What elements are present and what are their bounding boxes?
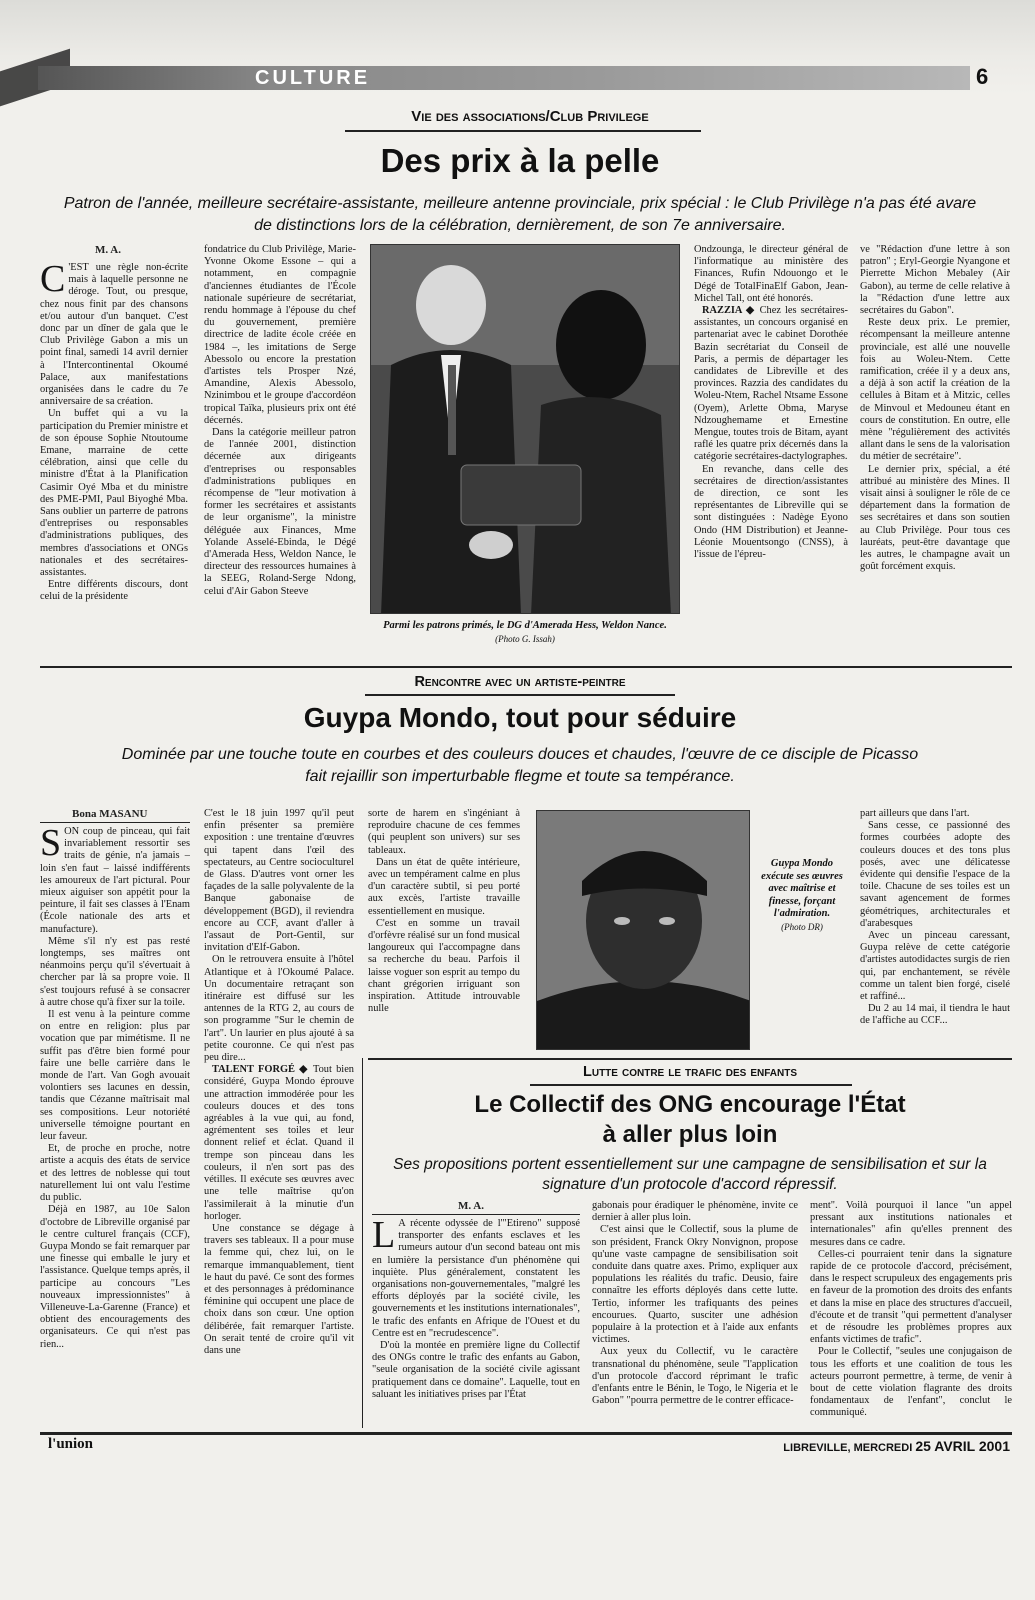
article3-column-2 (592, 1200, 798, 1428)
article1-col2-p1: fondatrice du Club Privilège, Marie-Yvonne Okome Essone – qui a notamment, en compagnie d'anciennes étudiantes de l'École nationale supérieure de secrétariat, rendu hommage à l'épouse du chef du gouvernement, première directrice de ladite école créée en 1984 –, les imitations de Serge Abessolo ou encore la prestation d'artistes tels Prosper Nzé, Amandine, Alexis Abessolo, Nzinimbou et le groupe d'accordéon tropical Taïka, plusieurs prix ont été décernés. (204, 244, 356, 426)
article2-column-3 (368, 808, 520, 1052)
article3-col3-p3: Pour le Collectif, "seules une conjugaison de tous les efforts et une coalition de tous les acteurs pourront permettre, à terme, de venir à bout de cette violation flagrante des droits fondamentaux de l'enfant", conclut le communiqué. (810, 1346, 1012, 1419)
article2-photo-credit: (Photo DR) (781, 921, 823, 932)
article1-column-1 (40, 262, 188, 662)
article1-caption-text: Parmi les patrons primés, le DG d'Amerada Hess, Weldon Nance. (383, 620, 667, 631)
article1-title: Des prix à la pelle (380, 142, 660, 179)
article2-deck: Dominée par une touche toute en courbes et des couleurs douces et chaudes, l'œuvre de ce disciple de Picasso fait rejaillir son imperturbable flegme et toute sa tempérance. (121, 746, 919, 785)
article3-byline: M. A. (458, 1200, 484, 1212)
article1-kicker-rule (345, 130, 701, 132)
section-label: CULTURE (255, 67, 371, 89)
article2-column-2 (204, 808, 354, 1428)
article1-photo-caption (372, 620, 678, 646)
article1-byline: M. A. (95, 244, 121, 256)
article2-byline-rule (40, 822, 190, 823)
article2-photo (536, 810, 750, 1050)
article2-kicker: Rencontre avec un artiste-peintre (414, 674, 626, 690)
article2-col3-p2: Dans un état de quête intérieure, avec un tempérament calme en plus d'un caractère subtil, si peu porté aux excès, l'artiste travaille essentiellement en musique. (368, 856, 520, 917)
article3-byline-rule (372, 1214, 580, 1215)
article2-col1-p5: Déjà en 1987, au 10e Salon d'octobre de Libreville organisé par le centre culturel français (CCF), Guypa Mondo se fait remarquer par une finesse qui emballe le jury et l'assistance. Quelque temps après, il participe au concours "Les nouveaux impressionnistes" à Villeneuve-La-Garenne (France) et obtient des encouragements des organisateurs. Ce qui n'est pas rien... (40, 1204, 190, 1350)
article2-col3-p1: sorte de harem en s'ingéniant à reproduire chacune de ces femmes (qui peuplent son univers) sur ses tableaux. (368, 808, 520, 856)
footer-dateline (760, 1438, 1010, 1454)
article1-column-2 (204, 244, 356, 662)
article1-col3-p2: Chez les secrétaires-assistantes, un concours organisé en partenariat avec le cabinet Dorothée Bazin secrétariat du Conseil de Paris, a permis de départager les candidates de Libreville et des provinces. Razzia des candidates du Woleu-Ntem, Rachel Ntsame Essone (Oyem), Arlette Obma, Maryse Ndzoughemame et Ernestine Mengue, toutes trois de Bitam, ayant raflé les quatre prix décernés dans la catégorie secrétaires-dactylographes. (694, 305, 848, 463)
article3-col1-p1: A récente odyssée de l'"Etireno" supposé transporter des enfants esclaves et les rumeurs autour d'un second bateau ont mis en lumière la persistance d'un phénomène qui inquiète. Plus généralement, constatent les organisations non-gouvernementales, "malgré les efforts déployés par la société civile, les gouvernements et les institutions internationales", le trafic des enfants en Afrique de l'Ouest et du Centre est en "recrudescence". (372, 1218, 580, 1339)
article2-title: Guypa Mondo, tout pour séduire (303, 702, 737, 733)
article3-kicker: Lutte contre le trafic des enfants (583, 1064, 797, 1080)
article2-col4-p4: Du 2 au 14 mai, il tiendra le haut de l'affiche au CCF... (860, 1003, 1010, 1027)
article2-col1-p4: Et, de proche en proche, notre artiste a acquis des états de service et des lettres de noblesse qui tout naturellement lui ont valu l'estime du public. (40, 1143, 190, 1204)
photo-portrait-illustration (537, 811, 750, 1050)
divider-vertical (362, 1058, 363, 1428)
article1-col4-p1: ve "Rédaction d'une lettre à son patron" ; Eryl-Georgie Nyangone et Pierrette Michon Mebaley (Air Gabon), au terme de celle relative à la "Rédaction d'une lettre aux secrétaires du Gabon". (860, 244, 1010, 317)
article1-col3-p3: En revanche, dans celle des secrétaires de direction/assistantes de direction, ce sont les représentantes de Libreville qui se sont distinguées : Nadège Eyono Ondo (HM Distribution) et Jeanne-Léonie Mouentsongo (CNSS), à l'issue de l'épreu- (694, 463, 848, 561)
footer-dateline-prefix: LIBREVILLE, MERCREDI (783, 1442, 913, 1454)
article3-title-line2: à aller plus loin (602, 1121, 778, 1148)
photo-people-illustration (371, 245, 680, 614)
article1-column-3 (694, 244, 848, 662)
divider-article1 (40, 666, 1012, 668)
article2-caption-text: Guypa Mondo exécute ses œuvres avec maîtrise et finesse, forçant l'admiration. (761, 858, 843, 919)
article1-dropcap: C (40, 262, 66, 300)
footer-dateline-date: 25 AVRIL 2001 (915, 1438, 1010, 1454)
article2-col1-p3: Il est venu à la peinture comme on entre en religion: plus par vocation que par mimétisme. Il ne suffit pas d'être bien formé pour faire une belle carrière dans le monde de l'art. Van Gogh avouait volontiers ses lacunes en dessin, tandis que Cézanne maîtrisait mal ses compositions. Leur notoriété universelle témoigne pourtant en leur faveur. (40, 1009, 190, 1143)
article1-col2-p2: Dans la catégorie meilleur patron de l'année 2001, distinction décernée aux dirigeants d'entreprises ou responsables d'administrations publiques en récompense de "leur motivation à former les secrétaires et assistants de leur organisme", la ministre déléguée aux Finances, Mme Yolande Asselé-Ebinda, le Dégé d'Amerada Hess, Weldon Nance, le directeur des ressources humaines à la SEEG, Roland-Serge Ndong, celui d'Air Gabon Steeve (204, 427, 356, 597)
article3-title-line1: Le Collectif des ONG encourage l'État (474, 1091, 906, 1118)
article3-col3-p2: Celles-ci pourraient tenir dans la signature rapide de ce protocole d'accord, précisément, dans le respect scrupuleux des engagements pris en faveur de la promotion des droits des enfants et dans la mise en place des structures d'accueil, d'écoute et de transit "qui permettent d'analyser et de résoudre les problèmes propres aux enfants victimes de trafic". (810, 1248, 1012, 1346)
article1-col3-p1: Ondzounga, le directeur général de l'informatique au ministère des Finances, Rufin Ndouongo et le Dégé de TotalFinaElf Gabon, Jean-Michel Tall, ont été honorés. (694, 244, 848, 304)
article2-kicker-rule (365, 694, 675, 696)
footer-masthead: l'union (48, 1436, 94, 1452)
section-banner (38, 66, 970, 90)
article3-col2-p3: Aux yeux du Collectif, vu le caractère transnational du phénomène, seule "l'application d'un protocole d'accord réprimant le trafic d'enfants entre le Bénin, le Togo, le Nigeria et le Gabon" "pourra permettre de le contrer efficace- (592, 1346, 798, 1407)
article2-col2-p3: Tout bien considéré, Guypa Mondo éprouve une attraction immodérée pour les couleurs douces et des tons agréables à la vue qui, au fond, agrémentent ses toiles et leur donnent relief et éclat. Quand il trempe son pinceau dans les couleurs, il n'en sort pas des vétilles. Il exécute ses œuvres avec une telle maîtrise qu'on l'assimilerait à la minutie d'un horloger. (204, 1064, 354, 1222)
article1-kicker: Vie des associations/Club Privilege (411, 108, 649, 125)
article3-col2-p2: C'est ainsi que le Collectif, sous la plume de son président, Franck Okry Nonvignon, propose qu'une vaste campagne de sensibilisation soit conduite dans quatre axes. Primo, expliquer aux populations les réalités du trafic. Deusio, faire connaître les efforts déployés dans cette lutte. Tertio, informer les trafiquants des peines encourues. Quarto, susciter une adhésion populaire à la protection et à l'aide aux enfants victimes. (592, 1224, 798, 1346)
article2-dropcap: S (40, 826, 62, 864)
divider-article2 (368, 1058, 1012, 1060)
article3-kicker-rule (530, 1084, 852, 1086)
article2-col2-p2: On le retrouvera ensuite à l'hôtel Atlantique et à l'Okoumé Palace. Un documentaire retraçant son itinéraire est diffusé sur les antennes de la RTG 2, au cours de son programme "Sur le chemin de l'art". Un laurier en plus ajouté à sa petite couronne. Ce qui n'est pas peu dire... (204, 954, 354, 1064)
article1-col3-lead: RAZZIA ◆ (702, 305, 756, 317)
article1-col1-p1: 'EST une règle non-écrite mais à laquelle personne ne déroge. Tout, ou presque, chez nous finit par des chansons et/ou autour d'un banquet. C'est donc par un dîner de gala que le Club Privilège Gabon a mis un point final, samedi 14 avril dernier à l'Intercontinental Okoumé Palace, aux manifestations organisées dans le cadre du 7e anniversaire de sa création. (40, 262, 188, 408)
article2-col4-p1: part ailleurs que dans l'art. (860, 808, 970, 819)
article1-photo-credit: (Photo G. Issah) (495, 633, 555, 644)
article3-column-1 (372, 1218, 580, 1428)
article2-column-4 (860, 808, 1010, 1052)
article1-column-4 (860, 244, 1010, 662)
article2-col2-p4: Une constance se dégage à travers ses tableaux. Il a pour muse la femme qui, chez lui, on le remarque immanquablement, tient le haut du pavé. Ce sont des formes et des personnages à prédominance féminine qui occupent une place de choix dans son cœur. Une option délibérée, fait remarquer l'artiste. On serait tenté de croire qu'il vit dans une (204, 1222, 354, 1356)
article2-col4-p2: Sans cesse, ce passionné des formes courbées adopte des couleurs douces et des tons plus posés, avec une délicatesse évidente qui densifie l'espace de la toile. Chacune de ses toiles est un savant agencement de formes géométriques, architecturales et d'arabesques (860, 820, 1010, 929)
article1-photo (370, 244, 680, 614)
article2-col1-p2: Même s'il n'y est pas resté longtemps, ses maîtres ont néanmoins perçu qu'il s'évertuait à chercher par là sa propre voie. Il s'est toujours refusé à se consacrer à autre chose qu'à fixer sur la toile. (40, 935, 190, 1008)
article2-col4-p3: Avec un pinceau caressant, Guypa relève de cette catégorie d'artistes autodidactes surgis de rien qui, par enchantement, se révèle comme un talent bien forgé, ciselé et raffiné... (860, 930, 1010, 1003)
article1-col4-p3: Le dernier prix, spécial, a été attribué au ministère des Mines. Il visait ainsi à souligner le rôle de ce département dans la formation de ses secrétaires et dans son soutien au Club Privilège. Pour tous ces lauréats, peut-être davantage que les autres, le champagne avait un goût forcément exquis. (860, 463, 1010, 573)
article2-photo-caption (756, 858, 848, 934)
article2-col1-p1: ON coup de pinceau, qui fait invariablement ressortir ses traits de génie, n'a jamais – loin s'en faut – laissé indifférents les amoureux de l'art pictural. Pour mieux aiguiser son appétit pour la peinture, il fait ses classes à l'Enam (École nationale des arts et manufacture). (40, 826, 190, 935)
article2-byline: Bona MASANU (72, 808, 148, 820)
article3-column-3 (810, 1200, 1012, 1428)
article1-col1-p2: Un buffet qui a vu la participation du Premier ministre et de son épouse Sophie Ntoutoume Emane, marraine de cette célébration, ainsi que celle du ministre d'État à la Planification Casimir Oyé Mba et du ministre des PME-PMI, Paul Biyoghé Mba. Sans oublier un parterre de patrons d'entreprises ou responsables d'administrations publiques, des membres d'associations et ONGs nationales et des secrétaires-assistantes. (40, 408, 188, 579)
article2-column-1 (40, 826, 190, 1428)
article1-deck: Patron de l'année, meilleure secrétaire-assistante, meilleure antenne provinciale, prix spécial : le Club Privilège n'a pas été avare de distinctions lors de la célébration, dernièrement, de son 7e anniversaire. (63, 195, 977, 234)
article1-col1-p3: Entre différents discours, dont celui de la présidente (40, 579, 188, 603)
article3-col2-p1: gabonais pour éradiquer le phénomène, invite ce dernier à aller plus loin. (592, 1200, 798, 1224)
article3-col1-p2: D'où la montée en première ligne du Collectif des ONGs contre le trafic des enfants au Gabon, "seule organisation de la société civile agissant pratiquement dans ce domaine". Laquelle, tout en saluant les initiatives prises par l'État (372, 1340, 580, 1400)
article2-col2-p1: C'est le 18 juin 1997 qu'il peut enfin présenter sa première exposition : une trentaine d'œuvres qui tapent dans l'œil des spectateurs, au Centre socioculturel de Glass. D'autres vont orner les façades de la salle polyvalente de la Banque gabonaise de développement (BGD), il reviendra encore au CCF, avant d'aller à l'assaut de Port-Gentil, sur invitation d'Elf-Gabon. (204, 808, 354, 954)
article1-col4-p2: Reste deux prix. Le premier, récompensant la meilleure antenne provinciale, est allé une nouvelle fois au Woleu-Ntem. Cette ramification, créée il y a deux ans, a déjà à son actif la création de la cellules à Bitam et à Mitzic, celles de Minvoul et Medouneu étant en cours de constitution. En outre, elle mène "régulièrement des activités allant dans le sens de la valorisation du métier de secrétaire". (860, 317, 1010, 463)
article3-col3-p1: ment". Voilà pourquoi il lance "un appel pressant aux institutions nationales et internationales" afin qu'elles prennent des mesures dans ce cadre. (810, 1200, 1012, 1248)
page-number: 6 (976, 64, 989, 89)
article2-col2-lead: TALENT FORGÉ ◆ (212, 1064, 309, 1076)
article3-deck: Ses propositions portent essentiellement sur une campagne de sensibilisation et sur la signature d'un protocole d'accord répressif. (393, 1156, 987, 1193)
footer-rule (40, 1432, 1012, 1435)
article3-dropcap: L (372, 1218, 396, 1256)
article2-col3-p3: C'est en somme un travail d'orfèvre réalisé sur un fond musical langoureux qui l'accompagne dans sa recherche du beau. Parfois il laisse voguer son esprit au tempo du chant grégorien irriguant son inspiration. Attitude introuvable nulle (368, 917, 520, 1015)
article3-title (380, 1090, 1000, 1150)
